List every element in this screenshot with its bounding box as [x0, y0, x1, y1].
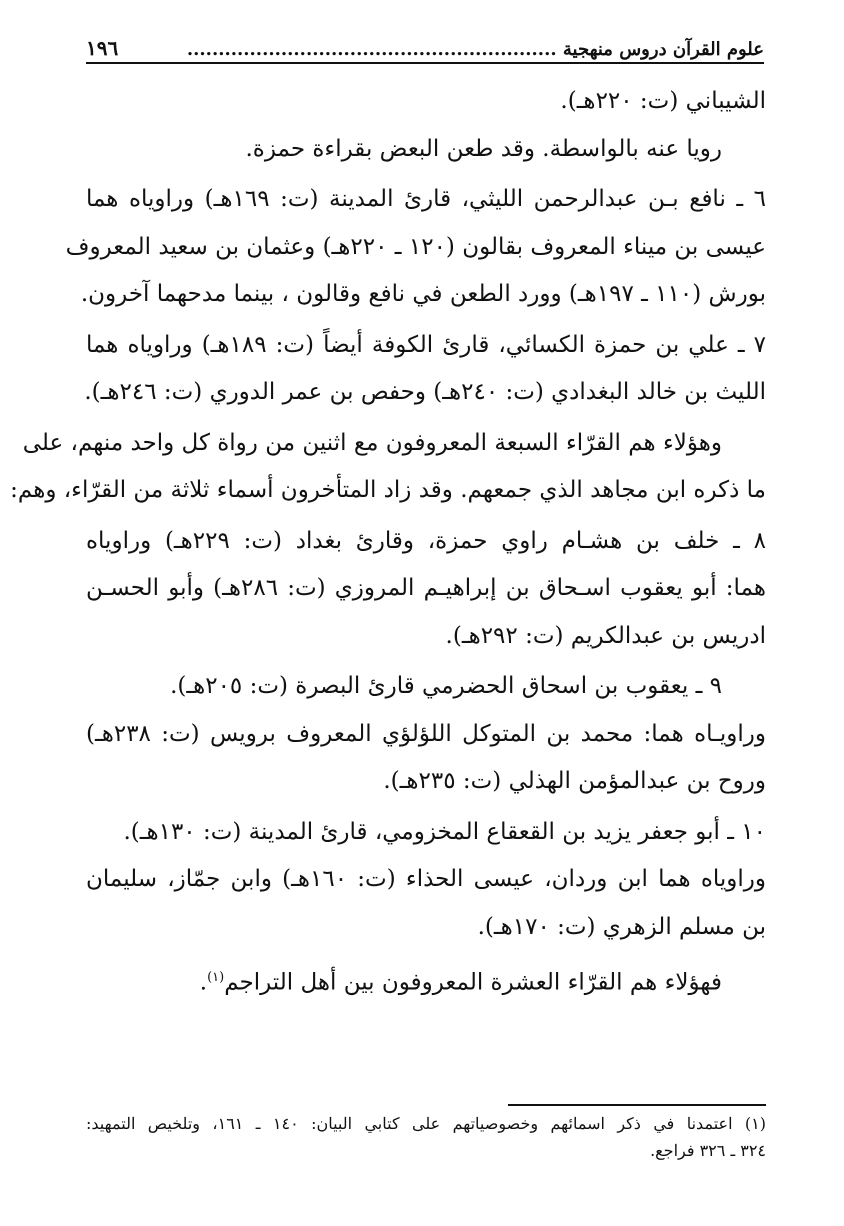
text-line: ٧ ـ علي بن حمزة الكسائي، قارئ الكوفة أيضاً (ت: ١٨٩هـ) وراوياه هما [86, 331, 766, 358]
text-line: وهؤلاء هم القرّاء السبعة المعروفون مع اثنين من رواة كل واحد منهم، على [22, 429, 722, 456]
text-line: وراويـاه هما: محمد بن المتوكل اللؤلؤي المعروف برويس (ت: ٢٣٨هـ) [86, 720, 766, 747]
text-line: بن مسلم الزهري (ت: ١٧٠هـ). [477, 913, 766, 940]
text-line: ١٠ ـ أبو جعفر يزيد بن القعقاع المخزومي، قارئ المدينة (ت: ١٣٠هـ). [123, 818, 766, 845]
running-title: علوم القرآن دروس منهجية ........................................................... [186, 39, 764, 60]
footnote-separator [508, 1104, 766, 1106]
text-line: عيسى بن ميناء المعروف بقالون (١٢٠ ـ ٢٢٠هـ) وعثمان بن سعيد المعروف [65, 233, 766, 260]
text-line: ٨ ـ خلف بن هشـام راوي حمزة، وقارئ بغداد (ت: ٢٢٩هـ) وراوياه [86, 527, 766, 554]
text-line: وراوياه هما ابن وردان، عيسى الحذاء (ت: ١٦٠هـ) وابن جمّاز، سليمان [86, 866, 766, 892]
text-line: ما ذكره ابن مجاهد الذي جمعهم. وقد زاد المتأخرون أسماء ثلاثة من القرّاء، وهم: [10, 477, 766, 503]
text-fragment: . [199, 969, 208, 996]
footnote-reference[interactable]: (١) [207, 970, 225, 985]
text-line: بورش (١١٠ ـ ١٩٧هـ) وورد الطعن في نافع وقالون ، بينما مدحهما آخرون. [80, 281, 766, 307]
running-header [86, 30, 764, 64]
footnotes [86, 1110, 766, 1164]
text-line: الليث بن خالد البغدادي (ت: ٢٤٠هـ) وحفص بن عمر الدوري (ت: ٢٤٦هـ). [84, 379, 766, 405]
footnote-line: ٣٢٤ ـ ٣٢٦ فراجع. [650, 1141, 766, 1160]
text-line: رويا عنه بالواسطة. وقد طعن البعض بقراءة حمزة. [245, 135, 722, 162]
text-line [86, 954, 766, 1002]
page-number: ١٩٦ [86, 36, 119, 60]
text-line: الشيباني (ت: ٢٢٠هـ). [560, 88, 766, 114]
text-line: هما: أبو يعقوب اسـحاق بن إبراهيـم المروزي (ت: ٢٨٦هـ) وأبو الحسـن [86, 575, 766, 601]
text-line: ادريس بن عبدالكريم (ت: ٢٩٢هـ). [445, 622, 766, 649]
text-line: ٦ ـ نافع بـن عبدالرحمن الليثي، قارئ المدينة (ت: ١٦٩هـ) وراوياه هما [86, 186, 766, 212]
footnote-line: (١) اعتمدنا في ذكر اسمائهم وخصوصياتهم على كتابي البيان: ١٤٠ ـ ١٦١، وتلخيص التمهيد: [86, 1114, 767, 1133]
text-line: وروح بن عبدالمؤمن الهذلي (ت: ٢٣٥هـ). [383, 768, 766, 794]
text-fragment: فهؤلاء هم القرّاء العشرة المعروفون بين أهل التراجم [224, 969, 722, 996]
text-line: ٩ ـ يعقوب بن اسحاق الحضرمي قارئ البصرة (ت: ٢٠٥هـ). [170, 673, 722, 699]
main-text [10, 78, 766, 1002]
